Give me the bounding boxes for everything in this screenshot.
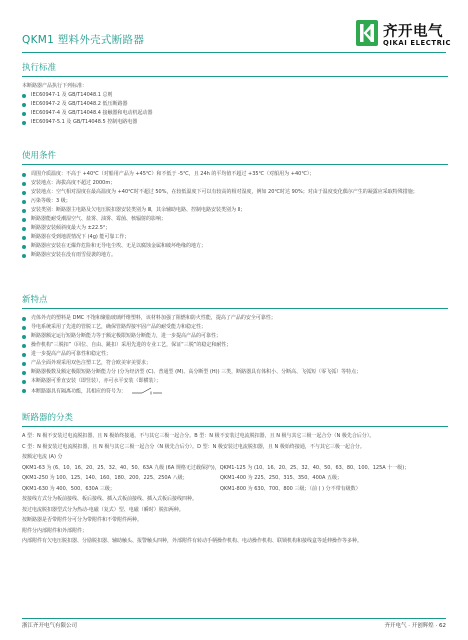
list-item: 本断路器具有隔离功能，其相应的符号为：	[22, 386, 448, 397]
brand-name-en: QIKAI ELECTRIC	[383, 39, 452, 47]
footer-company: 浙江齐开电气有限公司	[22, 623, 78, 629]
standards-list	[22, 91, 448, 127]
list-item: 进一步提高产品的可靠性和稳定性；	[22, 350, 448, 359]
bullet-icon	[22, 112, 26, 116]
header-divider	[22, 52, 446, 53]
list-item: 导电系统采用了先进的管脱工艺，确保管路焊接牢固产品的耐受能力和稳定性；	[22, 323, 448, 332]
bullet-icon	[22, 103, 26, 107]
bullet-icon	[22, 218, 26, 222]
section-divider	[22, 164, 448, 165]
bullet-icon	[22, 335, 26, 339]
conditions-list	[22, 170, 448, 260]
classification-line: A 型：N 极不安装过电流脱扣器，且 N 极始终接通，不与其它三极一起合分。B 型：N 极不安装过电流脱扣器，且 N 极与其它三极一起合分（N 极先合后分）。	[22, 433, 375, 439]
bullet-icon	[22, 353, 26, 357]
classification-line: 按接线方式分为板前接线、板后接线、插入式板前接线、插入式板后接线四种。	[22, 496, 198, 502]
classification-line: 内部附件有欠电压脱扣器、分励脱扣器、辅助触头、报警触头四种，外部附件有转动手柄操作机构、电动操作机构、联锁机构和接线盒等延伸操作等多种。	[22, 538, 363, 544]
section-title: 使用条件	[22, 151, 57, 161]
bullet-icon	[22, 380, 26, 384]
section-divider	[22, 76, 448, 77]
list-item: 断路器安装倾斜度最大为 ±22.5°；	[22, 224, 448, 233]
list-item: 断路器额定运行短路分断能力等于额定极限短路分断能力，进一步提高产品的可靠性；	[22, 332, 448, 341]
section-standards	[22, 62, 448, 127]
classification-line: QKM1-63 为 (6、10、16、20、25、32、40、50、63A 九级 (6A 规格无过载保护))，QKM1-125 为 (10、16、20、25、32、40、50、63、80、100、125A 十一级)；	[22, 464, 410, 471]
isolation-symbol-icon	[132, 386, 162, 396]
list-item: 壳体外壳的塑料是 DMC 不饱和聚脂玻璃纤维塑料，该材料加强了阻燃和防火性能，提高了产品的安全可靠性；	[22, 314, 448, 323]
bullet-icon	[22, 121, 26, 125]
bullet-icon	[22, 362, 26, 366]
list-item: 产品全面外观采用双色注塑工艺，符合欧美审美要求；	[22, 359, 448, 368]
rated-current-row	[22, 485, 448, 494]
section-divider	[22, 426, 448, 427]
list-item: 断路器应安装在无爆炸危险和无导电尘埃、无足以腐蚀金属和破坏绝缘的地方；	[22, 242, 448, 251]
list-item: 污染等级：3 级；	[22, 197, 448, 206]
rated-current-row	[22, 474, 448, 483]
list-item: IEC60947-4 及 GB/T14048.4 接触器和电动机起动器	[22, 109, 448, 118]
list-item: 安装地点：空气相对湿度在最高温度为 +40℃时不超过 50%，在较低温度下可以有较高的相对湿度，例如 20℃时达 90%；对由于温度变化偶尔产生的凝露应采取特殊措施；	[22, 188, 448, 197]
section-classification	[22, 412, 448, 548]
section-features	[22, 294, 448, 397]
classification-line: 按过电流脱扣器型式分为热动-电磁（复式）型、电磁（瞬时）脱扣两种。	[22, 506, 184, 513]
section-divider	[22, 308, 448, 309]
bullet-icon	[22, 236, 26, 240]
list-item: 安装类别：断路器主电路及欠电压脱扣器安装类别为 Ⅲ，其余辅助电路、控制电路安装类别为 Ⅱ；	[22, 206, 448, 215]
rated-current-cell: QKM1-250 为 100、125、140、160、180、200、225、250A 八级；	[22, 475, 188, 481]
page-header	[0, 0, 468, 60]
bullet-icon	[22, 254, 26, 258]
bullet-icon	[22, 173, 26, 177]
bullet-icon	[22, 371, 26, 375]
rated-current-cell: QKM1-630 为 400、500、630A 三级；	[22, 485, 115, 492]
list-item: 本断路器可垂直安装（即竖装），亦可水平安装（即横装）；	[22, 377, 448, 386]
list-item: 周围介质温度：不高于 +40℃（对船用产品为 +45℃）和不低于 -5℃，且 24h 的平均值不超过 +35℃（对船用为 +40℃）；	[22, 170, 448, 179]
features-list	[22, 314, 448, 397]
list-item: 断路器应安装在没有雨雪侵袭的地方。	[22, 251, 448, 260]
classification-line: 按断路器是否带附件分可分为带附件和不带附件两种。	[22, 517, 143, 523]
brand-logo	[356, 20, 456, 50]
document-title: QKM1 塑料外壳式断路器	[22, 34, 145, 46]
bullet-icon	[22, 344, 26, 348]
list-item: IEC60947-5.1 及 GB/T14048.5 控制电路电器	[22, 118, 448, 127]
bullet-icon	[22, 317, 26, 321]
bullet-icon	[22, 209, 26, 213]
bullet-icon	[22, 191, 26, 195]
list-item: 安装地点：海拔高度不超过 2000m；	[22, 179, 448, 188]
bullet-icon	[22, 245, 26, 249]
list-item: 断路器极数及额定极限短路分断能力分 (分为经济型 (C)、普通型 (M)、高分断型 (H)) 三类，断路器具有体积小、分断高、飞弧短（零飞弧）等特点；	[22, 368, 448, 377]
list-item: 断路器能耐受潮湿空气、盐雾、油雾、霉菌、核辐射的影响；	[22, 215, 448, 224]
bullet-icon	[22, 389, 26, 393]
list-item: 操作机构“三脱扣”（回位、自由、跳扣）采用先进的专业工艺，保证“三脱”的稳定和耐性；	[22, 341, 448, 350]
rated-current-cell: QKM1-400 为 225、250、315、350、400A 五级；	[220, 475, 342, 481]
footer-divider	[22, 618, 446, 619]
bullet-icon	[22, 326, 26, 330]
section-title: 新特点	[22, 295, 48, 305]
bullet-icon	[22, 94, 26, 98]
list-item: IEC60947-2 及 GB/T14048.2 低压断路器	[22, 100, 448, 109]
rated-current-cell: QKM1-800 为 630、700、800 三级；（前 ( ) 分不带有级数）	[220, 485, 361, 492]
brand-logo-icon	[356, 20, 378, 46]
bullet-icon	[22, 227, 26, 231]
footer-page-number: 齐开电气 · 开创辉煌 · 62	[384, 623, 446, 629]
bullet-icon	[22, 182, 26, 186]
classification-line: 按额定电流 (A) 分	[22, 454, 63, 460]
section-title: 执行标准	[22, 63, 57, 73]
standards-intro: 本断路器产品执行下列标准：	[22, 83, 88, 89]
classification-line: 附件分内部附件和外部附件；	[22, 527, 88, 534]
bullet-icon	[22, 200, 26, 204]
list-item: IEC60947-1 及 GB/T14048.1 总则	[22, 91, 448, 100]
brand-name-cn: 齐开电气	[383, 24, 443, 40]
list-item: 断路器在受到地震情况下 (4g) 能可靠工作；	[22, 233, 448, 242]
section-conditions	[22, 150, 448, 260]
section-title: 断路器的分类	[22, 413, 74, 423]
classification-line: C 型：N 极安装过电流脱扣器，且 N 极与其它三极一起合分（N 极先合后分）。D 型：N 极安装过电流脱扣器，且 N 极始终接通，不与其它三极一起合分。	[22, 443, 365, 450]
